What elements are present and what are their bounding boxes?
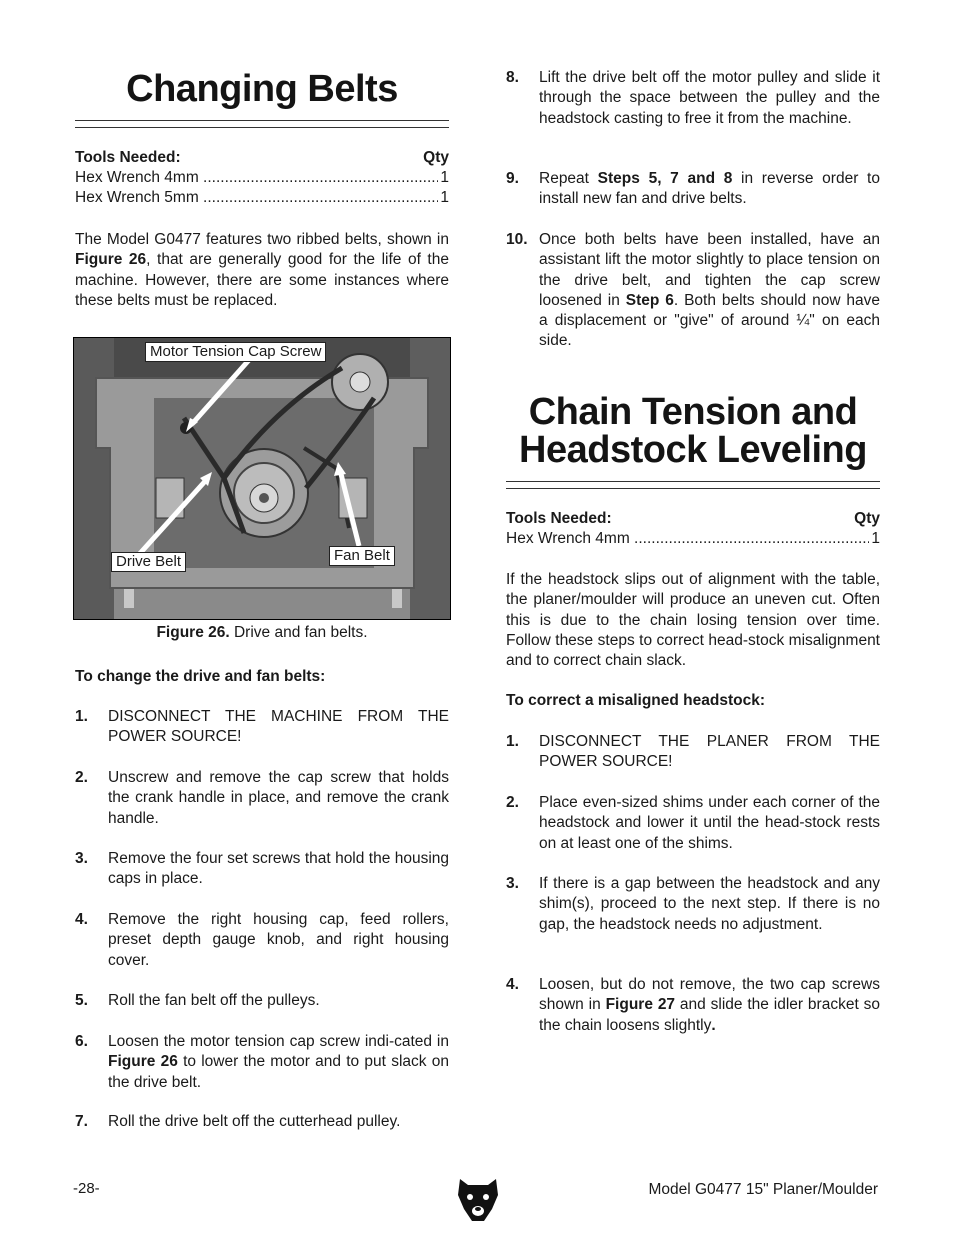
- tools-needed-table: [75, 148, 449, 208]
- step-item: [506, 169, 880, 210]
- step-text: [539, 169, 880, 210]
- callout-drive-belt: Drive Belt: [111, 552, 186, 572]
- step-text: [539, 230, 880, 352]
- step-text-post: to lower the motor and to put slack on the drive belt.: [108, 1053, 449, 1091]
- tools-header: [506, 509, 880, 529]
- step-number: 5.: [75, 992, 88, 1009]
- step-number: 10.: [506, 231, 528, 248]
- step-item: [75, 1112, 449, 1132]
- intro-text-2: , that are generally good for the life of the machine. However, there are some instances where these belts must be replaced.: [75, 251, 449, 309]
- step-item: [75, 1032, 449, 1093]
- section-title-line-2: Headstock Leveling: [519, 429, 867, 471]
- step-figure-reference: Figure 27: [605, 996, 676, 1014]
- tool-name: Hex Wrench 4mm .....: [75, 168, 438, 188]
- step-item: [75, 768, 449, 829]
- step-text: Unscrew and remove the cap screw that holds the crank handle in place, and remove the crank handle.: [108, 769, 449, 827]
- tools-header-qty: Qty: [423, 149, 449, 166]
- step-number: 2.: [75, 769, 88, 786]
- page-number: -28-: [73, 1180, 100, 1197]
- step-item: [506, 975, 880, 1036]
- section-title-chain-tension: [506, 393, 880, 469]
- step-reference: Step 6: [625, 291, 674, 309]
- tools-header: [75, 148, 449, 168]
- step-text: Lift the drive belt off the motor pulley and slide it through the space between the pulley and the headstock casting to free it from the machine.: [539, 69, 880, 127]
- step-number: 1.: [506, 733, 519, 750]
- intro-paragraph: [75, 230, 449, 311]
- step-text-pre: Repeat: [539, 170, 598, 187]
- step-item: [75, 910, 449, 971]
- figure-caption: [75, 624, 449, 642]
- figure-caption-text: Drive and fan belts.: [229, 624, 368, 641]
- step-text-post: . Both belts should now have a displacement or "give" of around ¼" on each side.: [539, 291, 881, 350]
- step-item: [506, 732, 880, 773]
- step-text-post: and slide the idler bracket so the chain loosens slightly: [539, 996, 880, 1034]
- step-item: [506, 68, 880, 129]
- tool-row: [506, 529, 880, 549]
- step-text: Roll the drive belt off the cutterhead pulley.: [108, 1113, 401, 1130]
- step-text-end: .: [711, 1016, 716, 1034]
- step-number: 4.: [75, 911, 88, 928]
- tool-row: [75, 188, 449, 208]
- tools-header-label: Tools Needed:: [75, 149, 181, 166]
- title-rule: [75, 120, 449, 128]
- section-title-line-1: Chain Tension and: [528, 391, 858, 433]
- step-number: 7.: [75, 1113, 88, 1130]
- step-number: 3.: [506, 875, 519, 892]
- step-text: Place even-sized shims under each corner of the headstock and lower it until the head-stock rests on at least one of the shims.: [539, 794, 880, 852]
- intro-text-1: The Model G0477 features two ribbed belts, shown in: [75, 231, 449, 248]
- figure-reference: Figure 26: [75, 251, 147, 269]
- tool-name: Hex Wrench 5mm .....: [75, 188, 438, 208]
- step-item: [75, 707, 449, 748]
- tools-needed-table: [506, 509, 880, 549]
- page-title-changing-belts: Changing Belts: [126, 68, 398, 110]
- step-text-pre: Once both belts have been installed, have an assistant lift the motor slightly to place tension on the drive belt, and tighten the cap screw loosened in: [539, 231, 880, 309]
- step-number: 2.: [506, 794, 519, 811]
- tool-qty: 1: [871, 530, 880, 547]
- tool-qty: 1: [440, 169, 449, 186]
- step-item: [75, 991, 449, 1011]
- step-figure-reference: Figure 26: [108, 1053, 178, 1071]
- tools-header-qty: Qty: [854, 510, 880, 527]
- figure-caption-label: Figure 26.: [156, 624, 230, 641]
- step-text-pre: Loosen the motor tension cap screw indi-cated in: [108, 1033, 449, 1050]
- tool-row: [75, 168, 449, 188]
- step-number: 9.: [506, 170, 519, 187]
- step-text: DISCONNECT THE PLANER FROM THE POWER SOURCE!: [539, 733, 880, 771]
- step-number: 1.: [75, 708, 88, 725]
- step-number: 3.: [75, 850, 88, 867]
- title-rule: [506, 481, 880, 489]
- step-text: If there is a gap between the headstock and any shim(s), proceed to the next step. If there is no gap, the headstock needs no adjustment.: [539, 875, 880, 933]
- step-reference: Steps 5, 7 and 8: [597, 170, 733, 187]
- footer-model: Model G0477 15" Planer/Moulder: [648, 1181, 878, 1198]
- tool-name: Hex Wrench 4mm .....: [506, 529, 869, 549]
- belt-machine-illustration: [74, 338, 450, 619]
- step-item: [506, 230, 880, 352]
- step-item: [506, 793, 880, 854]
- step-item: [506, 874, 880, 935]
- step-text-pre: Loosen, but do not remove, the two cap screws shown in: [539, 976, 880, 1014]
- step-number: 4.: [506, 976, 519, 993]
- bear-head-icon: [456, 1175, 500, 1223]
- step-text: Remove the right housing cap, feed rollers, preset depth gauge knob, and right housing cover.: [108, 911, 449, 969]
- figure-26-photo: [73, 337, 451, 620]
- subheading-change-belts: To change the drive and fan belts:: [75, 668, 326, 685]
- intro-paragraph: If the headstock slips out of alignment with the table, the planer/moulder will produce an uneven cut. Often this is due to the chain losing tension over time. Follow these steps to correct head-stock misalignment and to correct chain slack.: [506, 571, 880, 670]
- step-text: [108, 1032, 449, 1093]
- step-text: [539, 975, 880, 1036]
- step-item: [75, 849, 449, 890]
- step-text: Remove the four set screws that hold the housing caps in place.: [108, 850, 449, 888]
- step-number: 8.: [506, 69, 519, 86]
- callout-motor-tension-cap-screw: Motor Tension Cap Screw: [145, 342, 326, 362]
- tool-qty: 1: [440, 189, 449, 206]
- subheading-misaligned-headstock: To correct a misaligned headstock:: [506, 692, 765, 709]
- step-text: DISCONNECT THE MACHINE FROM THE POWER SOURCE!: [108, 708, 449, 746]
- step-text: Roll the fan belt off the pulleys.: [108, 992, 320, 1009]
- tools-header-label: Tools Needed:: [506, 510, 612, 527]
- callout-fan-belt: Fan Belt: [329, 546, 395, 566]
- step-text-post: in reverse order to install new fan and drive belts.: [539, 170, 880, 208]
- step-number: 6.: [75, 1033, 88, 1050]
